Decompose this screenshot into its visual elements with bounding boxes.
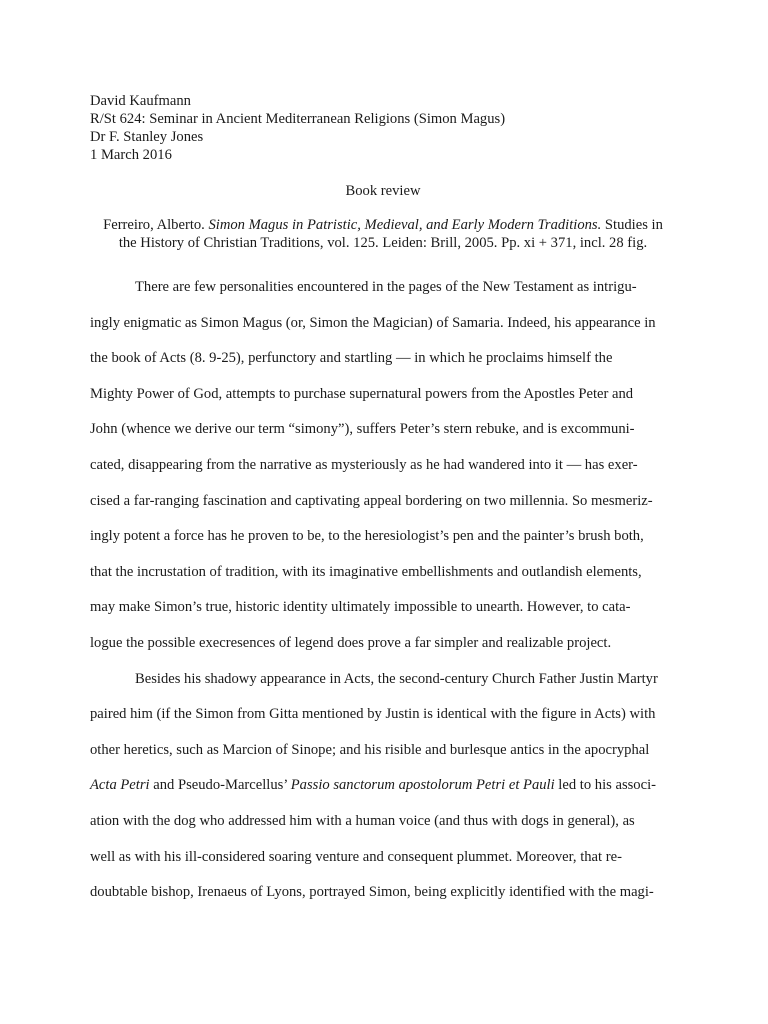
body-line: John (whence we derive our term “simony”), suffers Peter’s stern rebuke, and is excommuni-	[90, 421, 635, 438]
citation-series: Studies in	[601, 217, 663, 233]
instructor-name: Dr F. Stanley Jones	[90, 129, 204, 145]
work-title-acta-petri: Acta Petri	[90, 777, 150, 794]
body-line: doubtable bishop, Irenaeus of Lyons, portrayed Simon, being explicitly identified with the magi-	[90, 884, 654, 901]
citation-line-1	[90, 216, 676, 234]
document-header	[90, 92, 676, 164]
body-line: ation with the dog who addressed him with a human voice (and thus with dogs in general), as	[90, 812, 635, 829]
body-line: ingly potent a force has he proven to be, to the heresiologist’s pen and the painter’s brush both,	[90, 528, 644, 545]
book-citation	[90, 216, 676, 252]
citation-book-title: Simon Magus in Patristic, Medieval, and Early Modern Traditions.	[208, 217, 602, 233]
body-text-fragment: and Pseudo-Marcellus’	[149, 777, 291, 794]
body-line: cated, disappearing from the narrative as mysteriously as he had wandered into it — has exer-	[90, 456, 638, 473]
work-title-passio: Passio sanctorum apostolorum Petri et Pauli	[290, 777, 555, 794]
body-line: cised a far-ranging fascination and captivating appeal bordering on two millennia. So mesmeriz-	[90, 492, 653, 509]
body-line: logue the possible execresences of legend does prove a far simpler and realizable project.	[90, 634, 612, 651]
citation-line-2: the History of Christian Traditions, vol. 125. Leiden: Brill, 2005. Pp. xi + 371, incl. 28 fig.	[118, 235, 648, 251]
body-line: well as with his ill-considered soaring venture and consequent plummet. Moreover, that re-	[90, 848, 622, 865]
body-line: may make Simon’s true, historic identity ultimately impossible to unearth. However, to cata-	[90, 599, 631, 616]
author-name: David Kaufmann	[90, 93, 191, 109]
document-title: Book review	[345, 183, 421, 199]
body-line	[90, 768, 676, 804]
course-title: R/St 624: Seminar in Ancient Mediterranean Religions (Simon Magus)	[90, 111, 506, 127]
body-line: ingly enigmatic as Simon Magus (or, Simon the Magician) of Samaria. Indeed, his appearance in	[90, 314, 656, 331]
body-line: the book of Acts (8. 9-25), perfunctory and startling — in which he proclaims himself the	[90, 350, 613, 367]
paragraph-2	[90, 662, 676, 911]
citation-author: Ferreiro, Alberto.	[103, 217, 209, 233]
body-line: other heretics, such as Marcion of Sinope; and his risible and burlesque antics in the apocryphal	[90, 741, 650, 758]
body-line: Mighty Power of God, attempts to purchase supernatural powers from the Apostles Peter and	[90, 385, 634, 402]
body-line: paired him (if the Simon from Gitta mentioned by Justin is identical with the figure in Acts) with	[90, 706, 656, 723]
body-line: that the incrustation of tradition, with its imaginative embellishments and outlandish elements,	[90, 563, 642, 580]
body-line: There are few personalities encountered in the pages of the New Testament as intrigu-	[135, 279, 637, 295]
review-body	[90, 270, 676, 911]
body-text-fragment: led to his associ-	[554, 777, 656, 794]
body-line: Besides his shadowy appearance in Acts, the second-century Church Father Justin Martyr	[135, 670, 658, 687]
document-date: 1 March 2016	[90, 147, 172, 163]
document-page	[90, 92, 676, 911]
paragraph-1	[90, 270, 676, 662]
